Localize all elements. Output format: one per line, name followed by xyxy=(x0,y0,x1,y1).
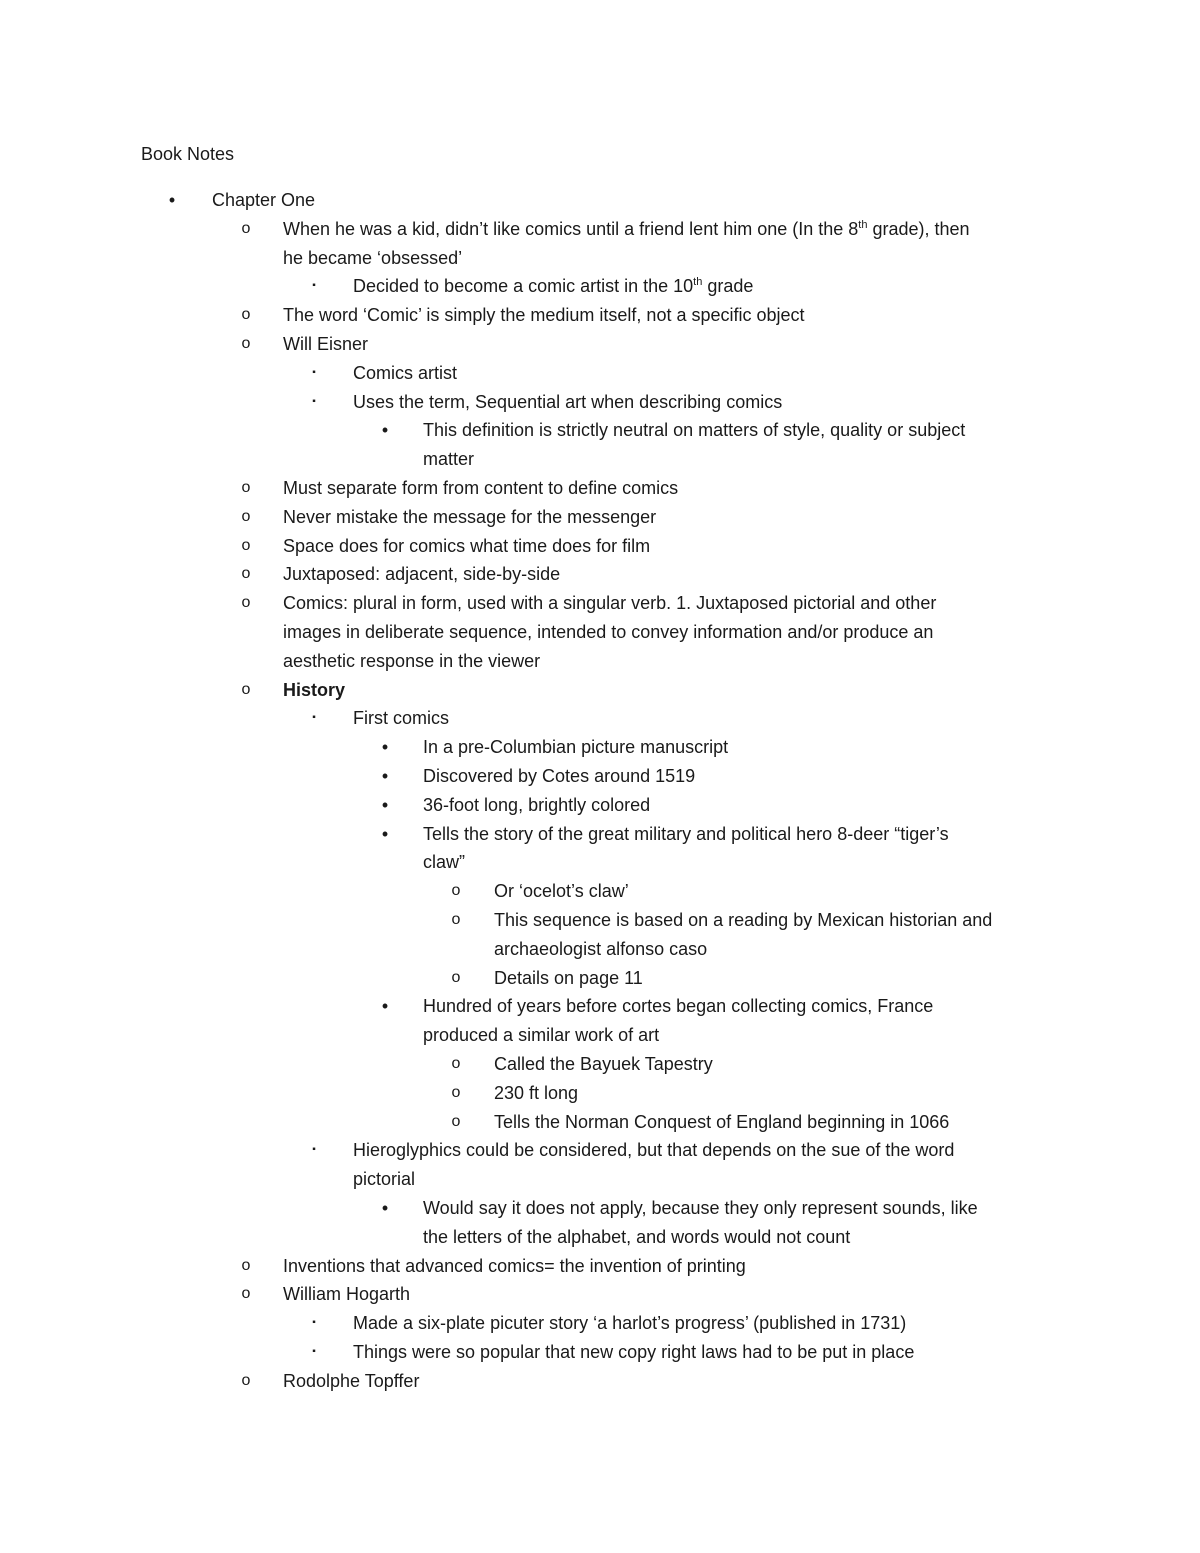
bullet-icon: o xyxy=(241,219,251,237)
bullet-icon: • xyxy=(381,823,389,844)
outline-item-text: 36-foot long, brightly colored xyxy=(423,794,651,815)
bullet-icon: • xyxy=(381,737,389,758)
bullet-icon: o xyxy=(241,1285,251,1303)
bullet-icon: ▪ xyxy=(312,712,316,724)
bullet-icon: ▪ xyxy=(312,395,316,407)
outline-item-text: Made a six-plate picuter story ‘a harlot’s progress’ (published in 1731) xyxy=(353,1313,907,1334)
outline-item-text: Inventions that advanced comics= the invention of printing xyxy=(283,1255,746,1276)
bullet-icon: o xyxy=(241,479,251,496)
outline-item-text: archaeologist alfonso caso xyxy=(494,938,708,959)
outline-item-text: Decided to become a comic artist in the 10th grade xyxy=(353,276,754,297)
outline-item-text: Never mistake the message for the messenger xyxy=(283,506,657,527)
outline-item-text: Called the Bayuek Tapestry xyxy=(494,1054,713,1074)
outline-item-text: Uses the term, Sequential art when describing comics xyxy=(353,391,783,412)
outline-item-text: In a pre-Columbian picture manuscript xyxy=(423,737,729,758)
outline-item-text: When he was a kid, didn’t like comics until a friend lent him one (In the 8th grade), then xyxy=(283,218,970,239)
outline-item-text: images in deliberate sequence, intended to convey information and/or produce an xyxy=(283,621,934,642)
outline-item-text: Discovered by Cotes around 1519 xyxy=(423,766,696,786)
bullet-icon: • xyxy=(381,996,389,1017)
bullet-icon: o xyxy=(241,536,251,554)
bullet-icon: o xyxy=(241,507,251,525)
outline-item-text: Would say it does not apply, because they only represent sounds, like xyxy=(423,1198,978,1218)
outline-item-text: pictorial xyxy=(353,1169,416,1190)
bullet-icon: • xyxy=(381,766,389,786)
outline-item-text: Or ‘ocelot’s claw’ xyxy=(494,881,629,902)
outline-item-text: 230 ft long xyxy=(494,1082,579,1103)
outline-item-text: Things were so popular that new copy right laws had to be put in place xyxy=(353,1342,915,1362)
bullet-icon: ▪ xyxy=(312,280,316,292)
bullet-icon: o xyxy=(241,565,251,583)
bullet-icon: o xyxy=(451,1055,461,1072)
bullet-icon: o xyxy=(451,1083,461,1101)
outline-item-text: aesthetic response in the viewer xyxy=(283,650,541,671)
outline-item-text: William Hogarth xyxy=(283,1284,411,1305)
outline-item-text: Hieroglyphics could be considered, but that depends on the sue of the word xyxy=(353,1140,955,1161)
outline-item-text: Chapter One xyxy=(212,190,316,210)
bullet-icon: o xyxy=(451,1112,461,1130)
outline-item-text: First comics xyxy=(353,708,449,729)
outline-item-text: Space does for comics what time does for film xyxy=(283,535,651,556)
bullet-icon: • xyxy=(381,420,389,441)
outline-item-text: Tells the story of the great military and political hero 8-deer “tiger’s xyxy=(423,823,949,844)
bullet-icon: o xyxy=(241,1256,251,1274)
bullet-icon: ▪ xyxy=(312,1144,316,1156)
outline-item-text: claw” xyxy=(423,852,466,873)
document-title: Book Notes xyxy=(141,144,235,164)
bullet-icon: • xyxy=(168,190,176,210)
bullet-icon: o xyxy=(241,306,251,324)
outline-item-text: The word ‘Comic’ is simply the medium itself, not a specific object xyxy=(283,305,805,326)
outline-item-text: the letters of the alphabet, and words would not count xyxy=(423,1226,851,1247)
outline-item-text: matter xyxy=(423,449,475,470)
outline-item-text: This sequence is based on a reading by Mexican historian and xyxy=(494,910,993,930)
bullet-icon: o xyxy=(241,594,251,612)
bullet-icon: • xyxy=(381,1198,389,1218)
outline-item-text: Hundred of years before cortes began collecting comics, France xyxy=(423,996,934,1017)
outline-item-text: Comics artist xyxy=(353,362,458,383)
outline-item-text: Juxtaposed: adjacent, side-by-side xyxy=(283,564,561,585)
outline-item-text: Will Eisner xyxy=(283,334,369,354)
outline-item-text: he became ‘obsessed’ xyxy=(283,247,463,268)
outline-item-text: Tells the Norman Conquest of England beginning in 1066 xyxy=(494,1111,950,1132)
bullet-icon: ▪ xyxy=(312,1346,316,1357)
bullet-icon: o xyxy=(241,1371,251,1389)
outline-item-text: Rodolphe Topffer xyxy=(283,1370,420,1391)
bullet-icon: o xyxy=(241,335,251,352)
bullet-icon: o xyxy=(451,968,461,986)
bullet-icon: ▪ xyxy=(312,366,316,378)
bullet-icon: • xyxy=(381,794,389,815)
outline-item-text: Must separate form from content to define comics xyxy=(283,478,679,498)
outline-item-text: Details on page 11 xyxy=(494,967,643,988)
bullet-icon: o xyxy=(451,882,461,900)
outline-item-text: Comics: plural in form, used with a singular verb. 1. Juxtaposed pictorial and other xyxy=(283,593,937,614)
bullet-icon: o xyxy=(451,911,461,928)
bullet-icon: ▪ xyxy=(312,1317,316,1329)
outline-item-text: This definition is strictly neutral on matters of style, quality or subject xyxy=(423,420,966,441)
outline-item-text: produced a similar work of art xyxy=(423,1025,660,1046)
outline-item-text: History xyxy=(283,679,346,700)
bullet-icon: o xyxy=(241,680,251,698)
